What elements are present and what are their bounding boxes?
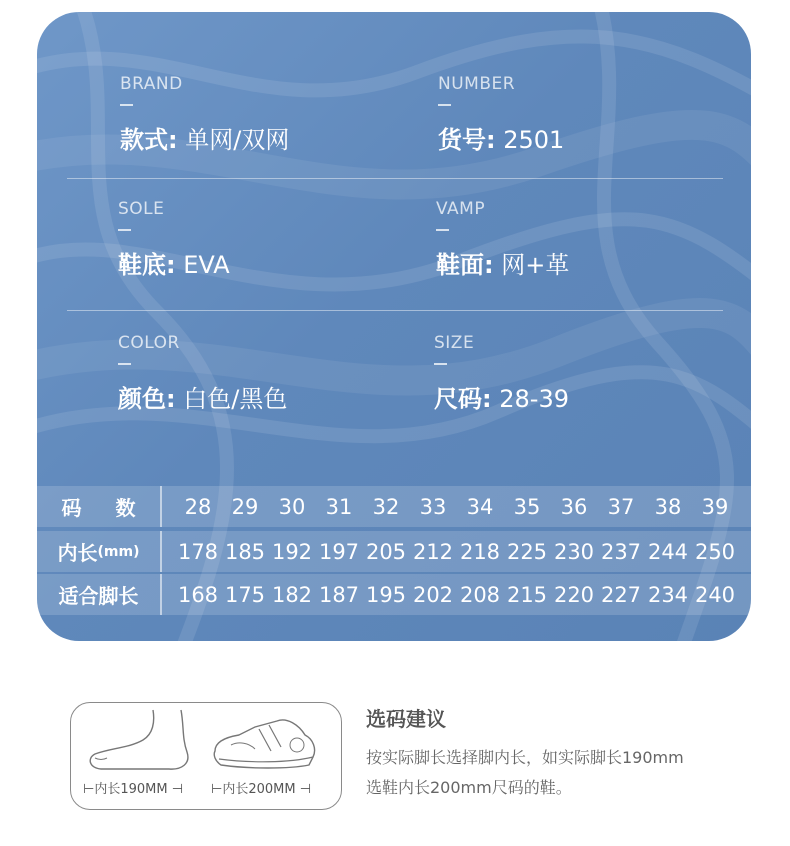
size-advice-title: 选码建议 xyxy=(366,707,446,731)
shoe-length-label: ⊢内长200MM ⊣ xyxy=(211,782,312,797)
size-cell: 227 xyxy=(600,582,642,607)
attr-zh xyxy=(118,245,230,280)
attr-value: 28-39 xyxy=(499,385,569,413)
attr-label: 货号: xyxy=(438,126,496,154)
size-cell: 197 xyxy=(318,539,360,564)
row-header-unit: (mm) xyxy=(97,543,140,560)
dash xyxy=(118,363,131,365)
size-cell: 185 xyxy=(224,539,266,564)
size-cell: 215 xyxy=(506,582,548,607)
size-cell: 178 xyxy=(177,539,219,564)
size-cell: 205 xyxy=(365,539,407,564)
size-cell: 168 xyxy=(177,582,219,607)
size-cell: 250 xyxy=(694,539,736,564)
size-advice-line: 按实际脚长选择脚内长，如实际脚长190mm xyxy=(366,748,684,767)
attr-value: EVA xyxy=(183,251,230,279)
size-cell: 195 xyxy=(365,582,407,607)
size-advice-text xyxy=(366,743,684,803)
attr-label: 尺码: xyxy=(434,385,492,413)
row-header-part: 适合脚长 xyxy=(58,584,139,608)
attr-label: 款式: xyxy=(120,126,178,154)
size-cell: 37 xyxy=(607,494,635,519)
attr-en: COLOR xyxy=(118,333,180,353)
foot-length-row xyxy=(37,574,751,615)
attr-zh xyxy=(120,120,289,155)
dash xyxy=(438,104,451,106)
attr-label: 鞋底: xyxy=(118,251,176,279)
foot-icon xyxy=(81,708,201,778)
attr-zh xyxy=(436,245,569,280)
attr-en: NUMBER xyxy=(438,74,516,94)
size-cell: 244 xyxy=(647,539,689,564)
column-divider xyxy=(160,574,162,615)
shoe-icon xyxy=(209,711,321,777)
size-cell: 230 xyxy=(553,539,595,564)
size-cell: 29 xyxy=(231,494,259,519)
size-cell: 28 xyxy=(184,494,212,519)
dash xyxy=(118,229,131,231)
foot-length-text: 内长190MM xyxy=(94,782,168,797)
size-cell: 192 xyxy=(271,539,313,564)
attr-label: 鞋面: xyxy=(436,251,494,279)
attr-zh xyxy=(118,379,287,414)
size-cell: 225 xyxy=(506,539,548,564)
product-info-card xyxy=(37,12,751,641)
size-cell: 237 xyxy=(600,539,642,564)
attr-value: 网+革 xyxy=(501,251,570,279)
dash xyxy=(120,104,133,106)
attr-value: 单网/双网 xyxy=(185,126,290,154)
size-cell: 31 xyxy=(325,494,353,519)
attr-en: BRAND xyxy=(120,74,183,94)
size-cell: 218 xyxy=(459,539,501,564)
divider xyxy=(67,310,723,311)
size-cell: 33 xyxy=(419,494,447,519)
size-cell: 36 xyxy=(560,494,588,519)
size-cell: 240 xyxy=(694,582,736,607)
row-header xyxy=(37,574,160,615)
size-cell: 35 xyxy=(513,494,541,519)
size-cell: 39 xyxy=(701,494,729,519)
size-cell: 208 xyxy=(459,582,501,607)
column-divider xyxy=(160,531,162,572)
attr-value: 2501 xyxy=(503,126,565,154)
attr-en: SIZE xyxy=(434,333,475,353)
attr-label: 颜色: xyxy=(118,385,176,413)
size-advice-line: 选鞋内长200mm尺码的鞋。 xyxy=(366,778,572,797)
inner-length-row xyxy=(37,531,751,572)
size-cell: 30 xyxy=(278,494,306,519)
size-cell: 182 xyxy=(271,582,313,607)
row-header-part: 码 xyxy=(61,496,82,520)
size-guide-illustration xyxy=(70,702,342,810)
size-cell: 175 xyxy=(224,582,266,607)
size-cell: 187 xyxy=(318,582,360,607)
row-header xyxy=(37,531,160,572)
foot-length-label: ⊢内长190MM ⊣ xyxy=(83,782,184,797)
size-cell: 38 xyxy=(654,494,682,519)
size-cell: 234 xyxy=(647,582,689,607)
dash xyxy=(434,363,447,365)
row-header-part: 数 xyxy=(115,496,136,520)
size-cell: 202 xyxy=(412,582,454,607)
size-cell: 34 xyxy=(466,494,494,519)
size-row xyxy=(37,486,751,527)
attr-value: 白色/黑色 xyxy=(183,385,288,413)
attr-en: VAMP xyxy=(436,199,486,219)
attr-zh xyxy=(434,379,569,414)
row-header xyxy=(37,486,160,527)
attr-en: SOLE xyxy=(118,199,165,219)
size-cell: 212 xyxy=(412,539,454,564)
row-header-part: 内长 xyxy=(57,541,98,565)
column-divider xyxy=(160,486,162,527)
size-cell: 220 xyxy=(553,582,595,607)
attr-zh xyxy=(438,120,564,155)
divider xyxy=(67,178,723,179)
size-cell: 32 xyxy=(372,494,400,519)
dash xyxy=(436,229,449,231)
shoe-length-text: 内长200MM xyxy=(222,782,296,797)
